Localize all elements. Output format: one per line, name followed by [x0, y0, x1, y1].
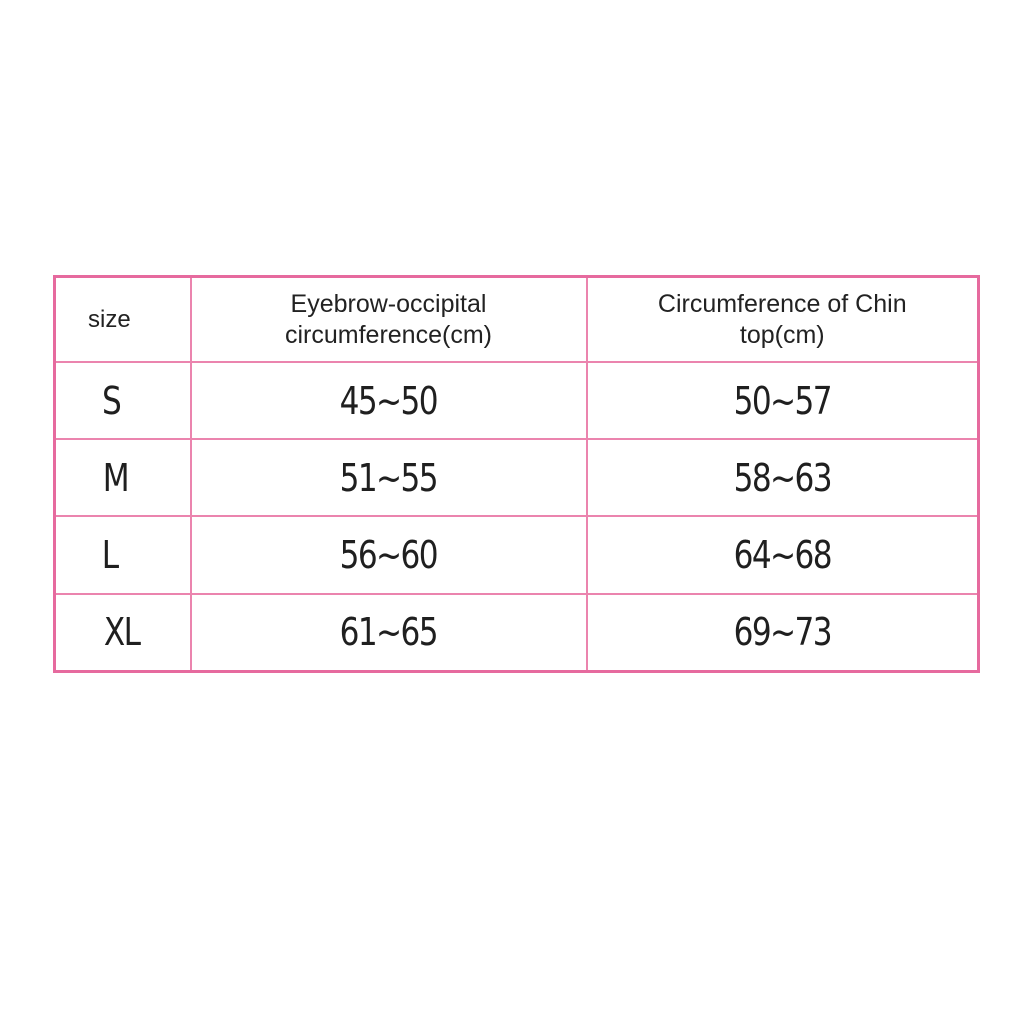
chin-top-column-header — [587, 277, 979, 363]
size-cell — [55, 362, 191, 439]
eyebrow-occipital-cell — [191, 516, 587, 593]
eyebrow-occipital-header-text: Eyebrow-occipital circumference(cm) — [285, 289, 492, 349]
size-cell — [55, 516, 191, 593]
size-value: S — [101, 378, 121, 423]
chin-top-value: 58~63 — [733, 455, 831, 500]
chin-top-cell — [587, 362, 979, 439]
chin-top-header-text: Circumference of Chin top(cm) — [657, 289, 907, 349]
size-column-header: size — [55, 277, 191, 363]
size-value: XL — [103, 610, 140, 655]
eyebrow-occipital-cell — [191, 362, 587, 439]
chin-top-cell — [587, 439, 979, 516]
eyebrow-occipital-value: 51~55 — [339, 455, 438, 500]
size-chart-table — [53, 275, 980, 673]
chin-top-cell — [587, 516, 979, 593]
size-cell — [55, 594, 191, 672]
chin-top-value: 64~68 — [733, 533, 831, 578]
eyebrow-occipital-value: 45~50 — [339, 378, 438, 423]
size-cell — [55, 439, 191, 516]
eyebrow-occipital-cell — [191, 439, 587, 516]
size-value: L — [101, 533, 118, 578]
chin-top-cell — [587, 594, 979, 672]
eyebrow-occipital-value: 61~65 — [339, 610, 438, 655]
table-header-row — [55, 277, 979, 363]
eyebrow-occipital-column-header — [191, 277, 587, 363]
table-row — [55, 439, 979, 516]
eyebrow-occipital-value: 56~60 — [339, 533, 438, 578]
size-value: M — [102, 455, 129, 500]
table-row — [55, 516, 979, 593]
table-row — [55, 594, 979, 672]
chin-top-value: 50~57 — [733, 378, 831, 423]
table-row — [55, 362, 979, 439]
eyebrow-occipital-cell — [191, 594, 587, 672]
chin-top-value: 69~73 — [733, 610, 831, 655]
